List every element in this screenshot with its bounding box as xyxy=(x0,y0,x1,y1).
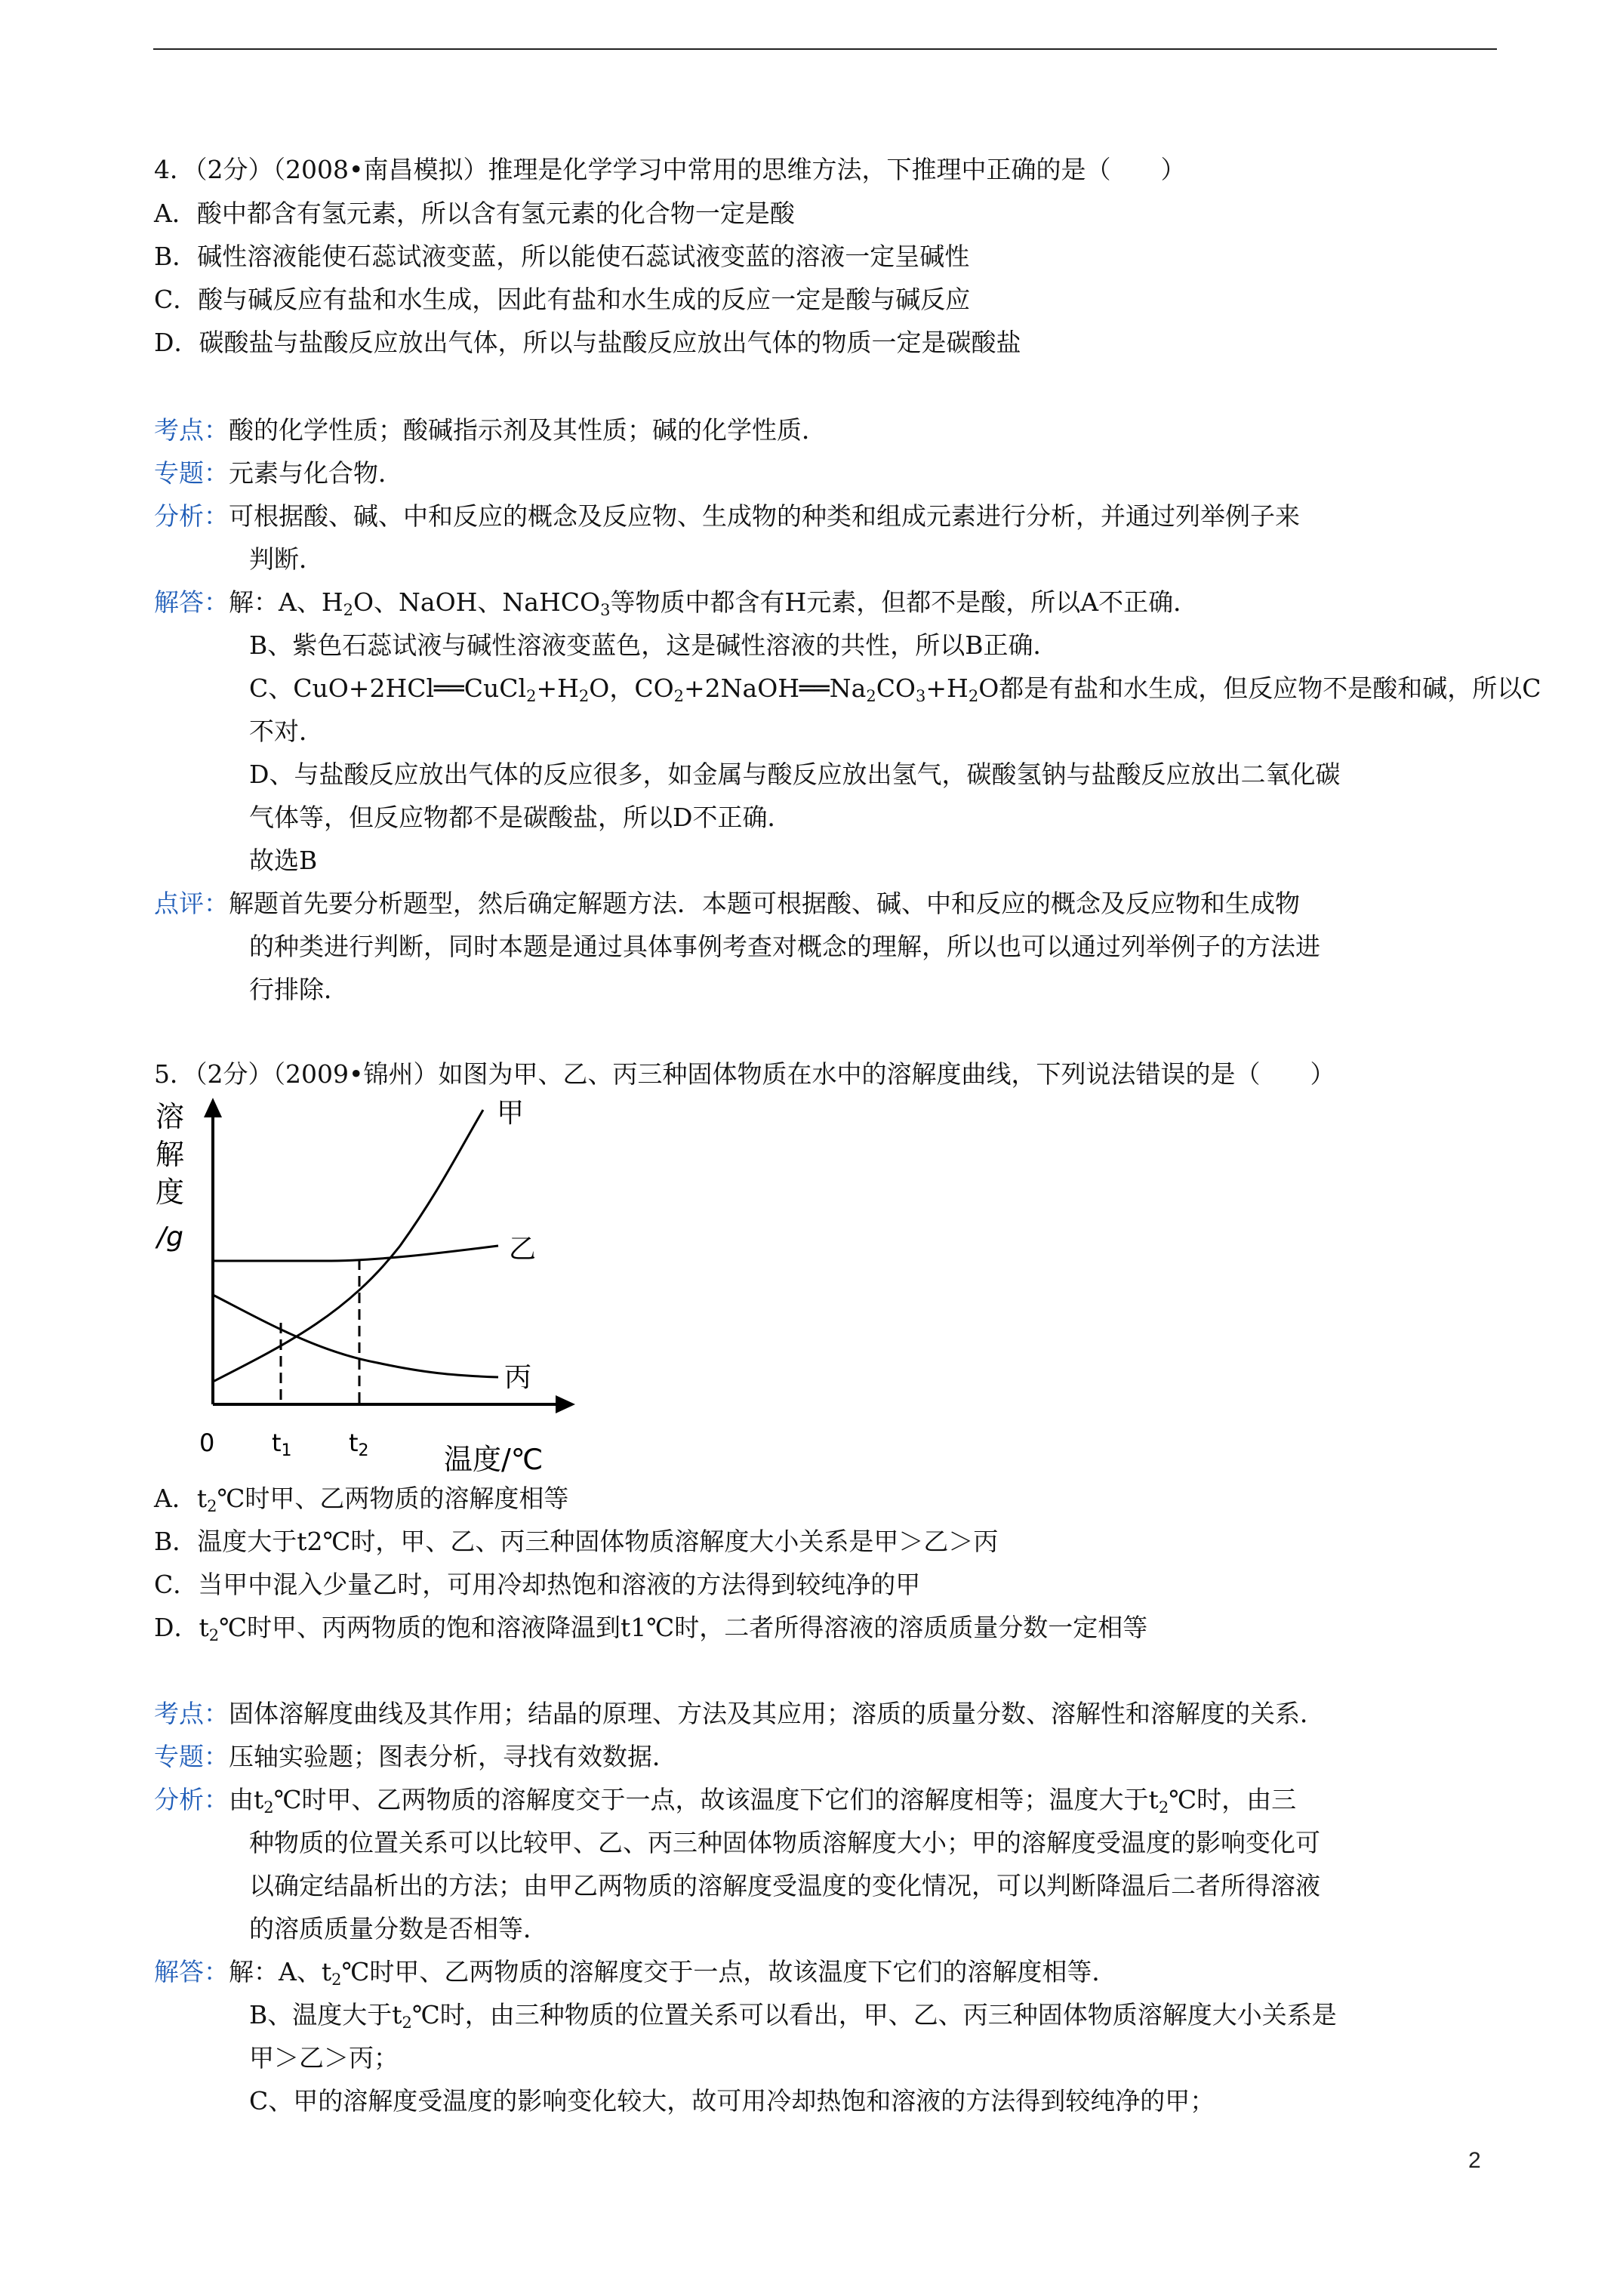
q5-fenxi-line4: 的溶质质量分数是否相等． xyxy=(249,1914,548,1943)
ylabel-char-2: 解 xyxy=(156,1138,185,1171)
label-yi: 乙 xyxy=(509,1234,537,1265)
curve-jia xyxy=(213,1110,483,1382)
q4-option-b: B．碱性溶液能使石蕊试液变蓝，所以能使石蕊试液变蓝的溶液一定呈碱性 xyxy=(154,242,970,271)
q4-kaodian: 考点：酸的化学性质；酸碱指示剂及其性质；碱的化学性质． xyxy=(154,415,827,445)
q4-jieda-d: D、与盐酸反应放出气体的反应很多，如金属与酸反应放出氢气，碳酸氢钠与盐酸反应放出二氧化碳 xyxy=(249,760,1341,789)
q4-option-a: A．酸中都含有氢元素，所以含有氢元素的化合物一定是酸 xyxy=(154,199,795,228)
t2-label: t2 xyxy=(349,1428,369,1460)
q5-fenxi: 分析：由$t_2℃$时甲、乙两物质的溶解度交于一点，故该温度下它们的溶解度相等；温度大于$t_2℃$时，由三 xyxy=(154,1785,1297,1817)
label-jia: 甲 xyxy=(497,1098,525,1129)
y-axis-arrow xyxy=(204,1098,222,1117)
q4-jieda-a: 解答：解：A、$H_2O$、NaOH、NaHCO$_3$等物质中都含有H元素，但都不是酸，所以A不正确． xyxy=(154,587,1199,619)
q4-option-d: D．碳酸盐与盐酸反应放出气体，所以与盐酸反应放出气体的物质一定是碳酸盐 xyxy=(154,328,1021,357)
q5-zhuanti: 专题：压轴实验题；图表分析，寻找有效数据． xyxy=(154,1742,677,1771)
jieda-label: 解答： xyxy=(154,587,229,617)
q5-option-c: C．当甲中混入少量乙时，可用冷却热饱和溶液的方法得到较纯净的甲 xyxy=(154,1570,921,1599)
q4-dianping-line3: 行排除． xyxy=(249,975,349,1004)
q4-jieda-c: C、$CuO+2HCl══CuCl_2+H_2O$，$CO_2+2NaOH══Na_2CO_3+H_2O$都是有盐和水生成，但反应物不是酸和碱，所以C xyxy=(249,673,1541,705)
ylabel-char-3: 度 xyxy=(156,1176,185,1209)
ylabel-unit: /g xyxy=(157,1222,183,1253)
q5-jieda-a: 解答：解：A、$t_2℃$时甲、乙两物质的溶解度交于一点，故该温度下它们的溶解度相等． xyxy=(154,1957,1117,1989)
x-axis-arrow xyxy=(556,1395,575,1413)
q5-fenxi-line3: 以确定结晶析出的方法；由甲乙两物质的溶解度受温度的变化情况，可以判断降温后二者所得溶液 xyxy=(249,1871,1320,1900)
q4-jieda-end: 故选B xyxy=(249,846,318,875)
page-number: 2 xyxy=(1468,2148,1481,2173)
solubility-curve-graph xyxy=(151,1095,604,1472)
curve-bing xyxy=(213,1295,498,1377)
q5-fenxi-line2: 种物质的位置关系可以比较甲、乙、丙三种固体物质溶解度大小；甲的溶解度受温度的影响变化可 xyxy=(249,1828,1320,1857)
label-bing: 丙 xyxy=(504,1362,532,1393)
fenxi-label: 分析： xyxy=(154,501,229,531)
q4-jieda-b: B、紫色石蕊试液与碱性溶液变蓝色，这是碱性溶液的共性，所以B正确． xyxy=(249,630,1058,660)
fenxi-label: 分析： xyxy=(154,1785,229,1814)
q4-option-c: C．酸与碱反应有盐和水生成，因此有盐和水生成的反应一定是酸与碱反应 xyxy=(154,285,971,314)
t1-label: t1 xyxy=(272,1428,292,1460)
q4-jieda-c-line2: 不对． xyxy=(249,717,324,746)
dianping-label: 点评： xyxy=(154,889,229,918)
q5-stem: 5．（2分）（2009•锦州）如图为甲、乙、丙三种固体物质在水中的溶解度曲线，下列说法错误的是（ ） xyxy=(154,1059,1335,1089)
q4-fenxi: 分析：可根据酸、碱、中和反应的概念及反应物、生成物的种类和组成元素进行分析，并通过列举例子来 xyxy=(154,501,1300,531)
q4-dianping-line2: 的种类进行判断，同时本题是通过具体事例考查对概念的理解，所以也可以通过列举例子的方法进 xyxy=(249,932,1320,961)
origin-label: 0 xyxy=(199,1428,215,1457)
jieda-label: 解答： xyxy=(154,1957,229,1986)
curve-yi xyxy=(213,1246,498,1261)
q5-option-a: A．$t_2℃$时甲、乙两物质的溶解度相等 xyxy=(154,1484,569,1515)
q4-zhuanti: 专题：元素与化合物． xyxy=(154,458,403,488)
q4-stem: 4．（2分）（2008•南昌模拟）推理是化学学习中常用的思维方法，下推理中正确的是（ ） xyxy=(154,155,1186,184)
q5-jieda-b: B、温度大于$t_2℃$时，由三种物质的位置关系可以看出，甲、乙、丙三种固体物质溶解度大小关系是 xyxy=(249,2000,1337,2032)
zhuanti-label: 专题： xyxy=(154,458,229,488)
q5-kaodian: 考点：固体溶解度曲线及其作用；结晶的原理、方法及其应用；溶质的质量分数、溶解性和溶解度的关系． xyxy=(154,1699,1325,1728)
q5-jieda-b-line2: 甲＞乙＞丙； xyxy=(249,2043,399,2073)
q5-jieda-c: C、甲的溶解度受温度的影响变化较大，故可用冷却热饱和溶液的方法得到较纯净的甲； xyxy=(249,2086,1215,2116)
kaodian-label: 考点： xyxy=(154,415,229,445)
q4-dianping: 点评：解题首先要分析题型，然后确定解题方法．本题可根据酸、碱、中和反应的概念及反应物和生成物 xyxy=(154,889,1300,918)
header-rule xyxy=(153,48,1497,50)
q4-fenxi-line2: 判断． xyxy=(249,544,324,574)
ylabel-char-1: 溶 xyxy=(156,1100,185,1133)
zhuanti-label: 专题： xyxy=(154,1742,229,1771)
q5-option-b: B．温度大于t2℃时，甲、乙、丙三种固体物质溶解度大小关系是甲＞乙＞丙 xyxy=(154,1527,999,1556)
xlabel: 温度/℃ xyxy=(444,1443,544,1472)
q5-option-d: D．$t_2℃$时甲、丙两物质的饱和溶液降温到t1℃时，二者所得溶液的溶质质量分数一定相等 xyxy=(154,1613,1148,1644)
q4-jieda-d-line2: 气体等，但反应物都不是碳酸盐，所以D不正确． xyxy=(249,803,793,832)
kaodian-label: 考点： xyxy=(154,1699,229,1728)
